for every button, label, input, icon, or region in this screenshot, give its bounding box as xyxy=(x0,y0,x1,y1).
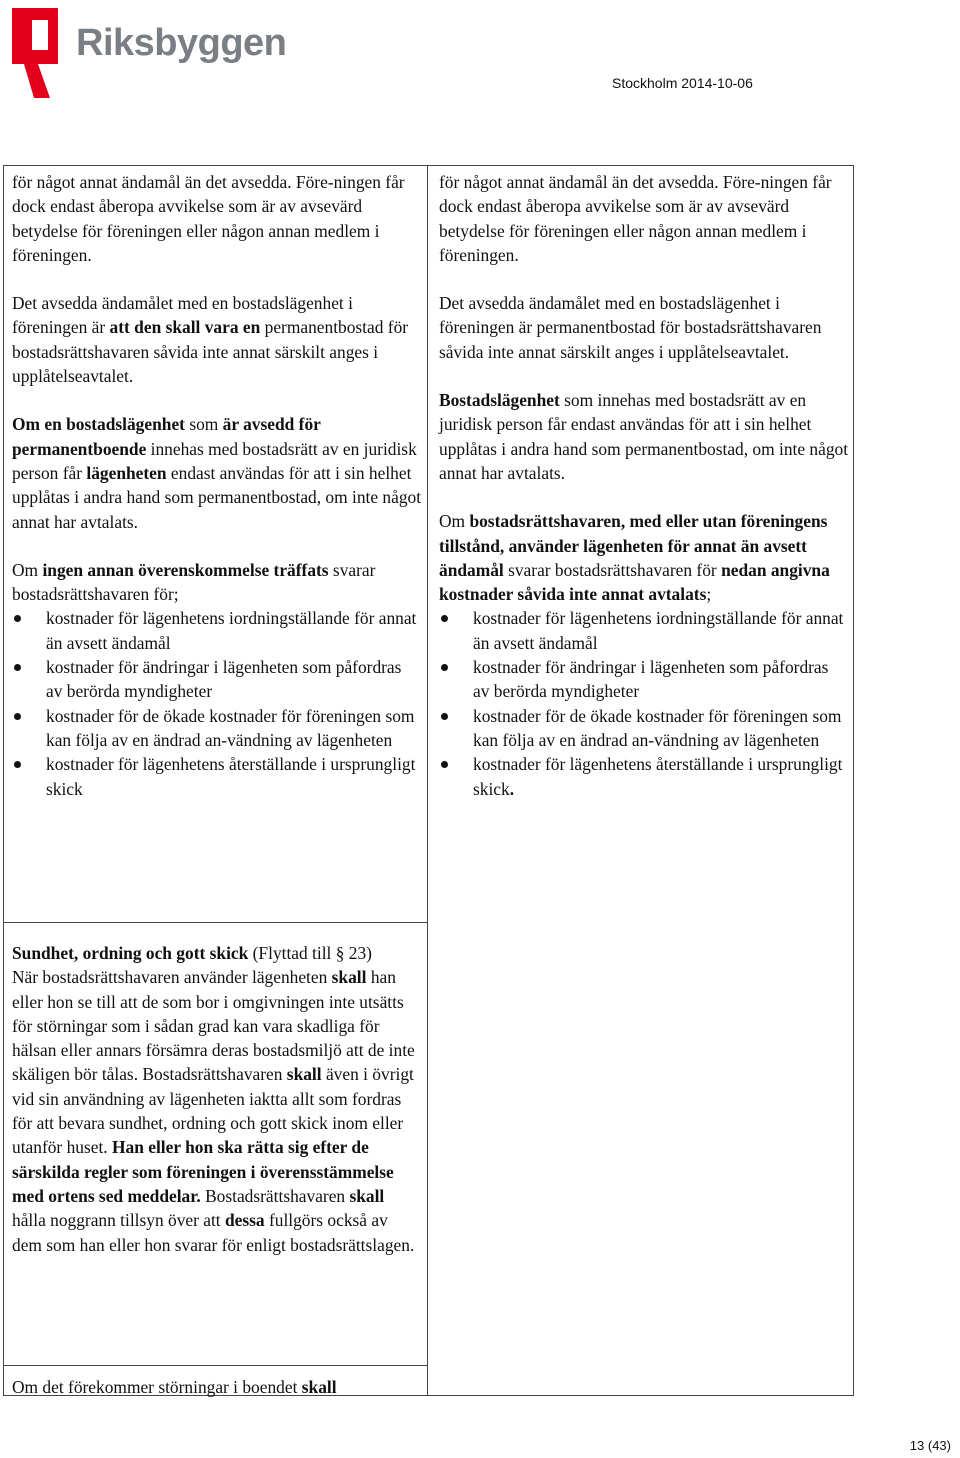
cost-list xyxy=(439,606,849,800)
left-section-storningar xyxy=(12,1375,422,1399)
paragraph: Om ingen annan överenskommelse träffats svarar bostadsrättshavaren för; xyxy=(12,559,376,605)
list-item: kostnader för lägenhetens iordningställande för annat än avsett ändamål xyxy=(12,606,422,655)
column-divider xyxy=(427,165,428,1396)
list-item: kostnader för ändringar i lägenheten som påfordras av berörda myndigheter xyxy=(12,655,422,704)
list-item: kostnader för lägenhetens återställande i ursprungligt skick xyxy=(12,752,422,801)
paragraph: Bostadslägenhet som innehas med bostadsrätt av en juridisk person får endast användas för att i sin helhet upplåtas i andra hand som permanentbostad, om inte något annat har avtalats. xyxy=(439,390,849,483)
list-item: kostnader för lägenhetens återställande i ursprungligt skick. xyxy=(439,752,849,801)
paragraph: för något annat ändamål än det avsedda. Före-ningen får dock endast åberopa avvikelse som är av avsevärd betydelse för föreningen eller någon annan medlem i föreningen. xyxy=(439,172,832,265)
riksbyggen-logo xyxy=(10,6,300,102)
row-divider xyxy=(3,922,428,923)
document-date: Stockholm 2014-10-06 xyxy=(612,75,753,91)
list-item: kostnader för ändringar i lägenheten som påfordras av berörda myndigheter xyxy=(439,655,849,704)
list-item: kostnader för lägenhetens iordningställande för annat än avsett ändamål xyxy=(439,606,849,655)
page-number: 13 (43) xyxy=(909,1438,951,1453)
cost-list xyxy=(12,606,422,800)
right-column xyxy=(439,170,849,801)
paragraph: Sundhet, ordning och gott skick (Flyttad till § 23) När bostadsrättshavaren använder lägenheten skall han eller hon se till att de som bor i omgivningen inte utsätts för störningar som i sådan grad kan vara skadliga för hälsan eller annars försämra deras bostadsmiljö att de inte skäligen bör tålas. Bostadsrättshavaren skall även i övrigt vid sin användning av lägenheten iaktta allt som fordras för att bevara sundhet, ordning och gott skick inom eller utanför huset. Han eller hon ska rätta sig efter de särskilda regler som föreningen i överensstämmelse med ortens sed meddelar. Bostadsrättshavaren skall hålla noggrann tillsyn över att dessa fullgörs också av dem som han eller hon svarar för enligt bostadsrättslagen. xyxy=(12,943,415,1255)
left-section-sundhet xyxy=(12,941,422,1257)
list-item: kostnader för de ökade kostnader för föreningen som kan följa av en ändrad an-vändning av lägenheten xyxy=(12,704,422,753)
logo-mark-icon xyxy=(10,6,70,102)
paragraph: Om det förekommer störningar i boendet skall xyxy=(12,1377,337,1397)
paragraph: Det avsedda ändamålet med en bostadslägenhet i föreningen är permanentbostad för bostadsrättshavaren såvida inte annat särskilt anges i upplåtelseavtalet. xyxy=(439,293,822,362)
row-divider xyxy=(3,1365,428,1366)
paragraph: Om en bostadslägenhet som är avsedd för permanentboende innehas med bostadsrätt av en juridisk person får lägenheten endast användas för att i sin helhet upplåtas i andra hand som permanentbostad, om inte något annat har avtalats. xyxy=(12,414,422,532)
logo-text: Riksbyggen xyxy=(76,22,287,64)
paragraph: för något annat ändamål än det avsedda. Före-ningen får dock endast åberopa avvikelse som är av avsevärd betydelse för föreningen eller någon annan medlem i föreningen. xyxy=(12,172,405,265)
list-item: kostnader för de ökade kostnader för föreningen som kan följa av en ändrad an-vändning av lägenheten xyxy=(439,704,849,753)
paragraph: Det avsedda ändamålet med en bostadslägenhet i föreningen är att den skall vara en permanentbostad för bostadsrättshavaren såvida inte annat särskilt anges i upplåtelseavtalet. xyxy=(12,293,409,387)
paragraph: Om bostadsrättshavaren, med eller utan föreningens tillstånd, använder lägenheten för annat än avsett ändamål svarar bostadsrättshavaren för nedan angivna kostnader såvida inte annat avtalats; xyxy=(439,511,830,605)
left-column xyxy=(12,170,422,801)
